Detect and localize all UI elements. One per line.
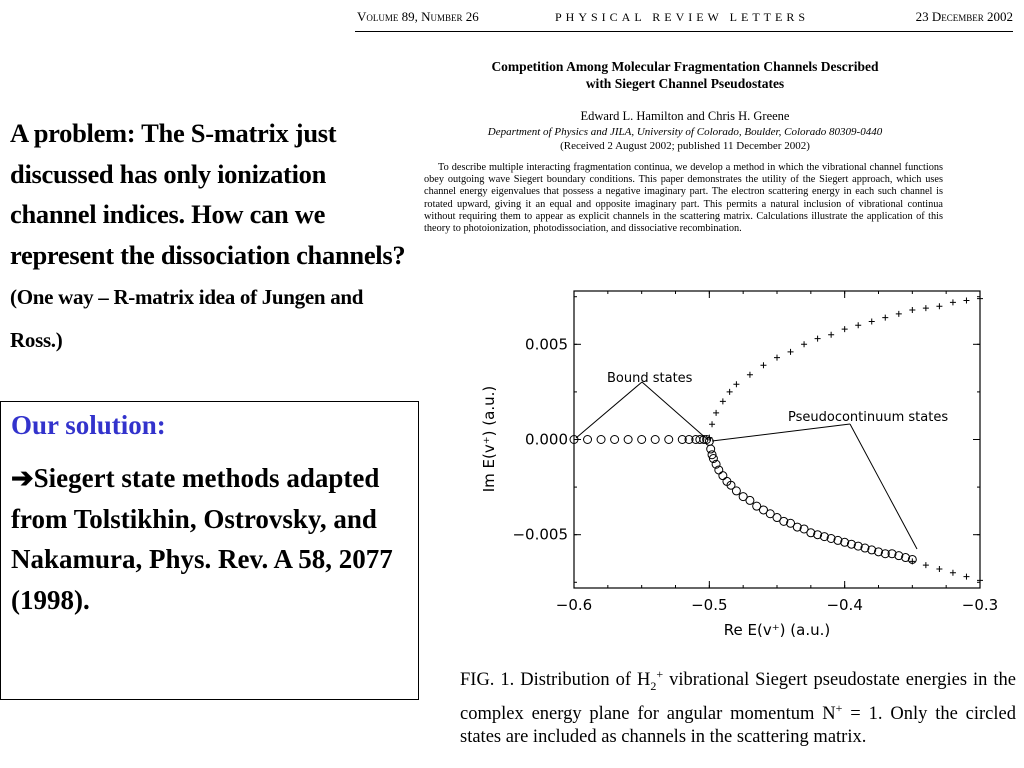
paper-title-line2: with Siegert Channel Pseudostates xyxy=(585,76,785,91)
data-marks xyxy=(570,296,983,584)
data-point-circle xyxy=(707,445,715,453)
journal-header xyxy=(355,8,1013,32)
data-point-plus xyxy=(815,336,821,342)
annotation-lines xyxy=(576,382,917,549)
solution-heading: Our solution: xyxy=(11,410,166,440)
y-axis-label: Im E(v⁺) (a.u.) xyxy=(480,385,498,493)
data-point-plus xyxy=(855,322,861,328)
paper-affiliation: Department of Physics and JILA, University of Colorado, Boulder, Colorado 80309-0440 xyxy=(487,126,883,138)
pseudo-pointer-right xyxy=(850,424,917,549)
arrow-icon: ➔ xyxy=(11,463,34,493)
data-point-plus xyxy=(882,315,888,321)
data-point-plus xyxy=(828,332,834,338)
solution-box xyxy=(0,401,419,700)
problem-note: (One way – R-matrix idea of Jungen and Ross.) xyxy=(10,285,364,352)
x-tick-label: −0.3 xyxy=(961,596,999,614)
data-point-plus xyxy=(923,305,929,311)
data-point-plus xyxy=(950,570,956,576)
data-point-circle xyxy=(584,436,592,444)
figure-caption: FIG. 1. Distribution of $H_2^+$ vibrational Siegert pseudostate energies in the complex energy plane for angular momentum N+ = 1. Only the circled states are included as channels in the scattering matrix. xyxy=(460,667,1016,747)
data-point-plus xyxy=(936,303,942,309)
data-point-plus xyxy=(923,562,929,568)
data-point-circle xyxy=(638,436,646,444)
paper-title xyxy=(440,58,930,92)
data-point-plus xyxy=(709,421,715,427)
solution-body xyxy=(11,458,408,620)
data-point-plus xyxy=(727,389,733,395)
data-point-plus xyxy=(842,326,848,332)
annotation-pseudocontinuum: Pseudocontinuum states xyxy=(788,410,949,425)
problem-main: A problem: The S-matrix just discussed has only ionization channel indices. How can we represent the dissociation channels? xyxy=(10,118,406,270)
y-tick-label: −0.005 xyxy=(512,525,568,544)
x-tick-label: −0.5 xyxy=(691,596,728,614)
data-point-plus xyxy=(963,574,969,580)
data-point-plus xyxy=(950,299,956,305)
data-point-plus xyxy=(896,311,902,317)
data-point-circle xyxy=(665,436,673,444)
paper-title-line1: Competition Among Molecular Fragmentation Channels Described xyxy=(491,59,879,74)
data-point-plus xyxy=(936,566,942,572)
x-axis-label: Re E(v⁺) (a.u.) xyxy=(723,621,831,639)
bound-pointer-left xyxy=(576,382,642,438)
data-point-circle xyxy=(651,436,659,444)
data-point-plus xyxy=(963,298,969,304)
paper-authors: Edward L. Hamilton and Chris H. Greene xyxy=(580,109,790,123)
data-point-plus xyxy=(788,349,794,355)
plot-frame xyxy=(574,291,980,588)
data-point-plus xyxy=(733,381,739,387)
y-tick-label: 0.000 xyxy=(525,430,568,449)
pseudo-pointer-left xyxy=(712,424,850,441)
data-point-circle xyxy=(597,436,605,444)
x-tick-label: −0.6 xyxy=(555,596,593,614)
data-point-plus xyxy=(720,398,726,404)
data-point-plus xyxy=(801,341,807,347)
data-point-circle xyxy=(732,487,740,495)
siegert-energy-plot xyxy=(470,284,1010,659)
bound-pointer-right xyxy=(642,382,708,440)
journal-date: 23 December 2002 xyxy=(915,9,1013,24)
x-tick-label: −0.4 xyxy=(826,596,863,614)
data-point-circle xyxy=(746,496,754,504)
data-point-plus xyxy=(747,372,753,378)
data-point-plus xyxy=(760,362,766,368)
data-point-circle xyxy=(624,436,632,444)
solution-text: Siegert state methods adapted from Tolstikhin, Ostrovsky, and Nakamura, Phys. Rev. A 58, 2077 (1998). xyxy=(11,463,393,615)
data-point-circle xyxy=(719,472,727,480)
annotation-bound-states: Bound states xyxy=(607,371,693,386)
journal-volume: Volume 89, Number 26 xyxy=(357,9,479,24)
data-point-plus xyxy=(713,410,719,416)
y-tick-label: 0.005 xyxy=(525,335,568,354)
paper-abstract: To describe multiple interacting fragmentation continua, we develop a method in which the vibrational channel functions obey outgoing wave Siegert boundary conditions. This paper demonstrates the utility of the Siegert approach, which uses channel energy eigenvalues that possess a negative imaginary part. The electron scattering energy in each such channel is rotated upward, giving it an equal and opposite imaginary part. This permits a natural inclusion of vibrational continua without requiring them to appear as explicit channels in the scattering matrix. Calculations illustrate the application of this theory to photoionization, photodissociation, and dissociative recombination. xyxy=(424,162,943,235)
data-point-plus xyxy=(909,558,915,564)
data-point-circle xyxy=(611,436,619,444)
data-point-plus xyxy=(909,307,915,313)
data-point-plus xyxy=(869,318,875,324)
problem-statement xyxy=(10,113,415,360)
paper-received: (Received 2 August 2002; published 11 December 2002) xyxy=(560,140,810,152)
journal-name: PHYSICAL REVIEW LETTERS xyxy=(555,10,809,24)
data-point-plus xyxy=(774,355,780,361)
